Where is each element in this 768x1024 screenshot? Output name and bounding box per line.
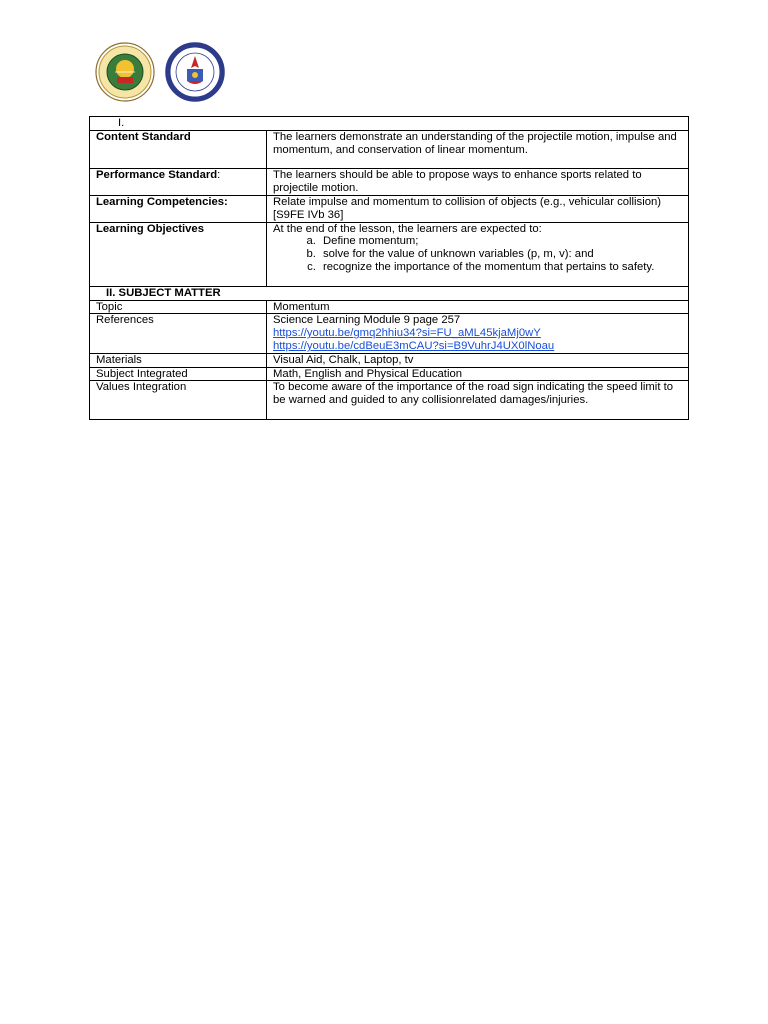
performance-standard-text: The learners should be able to propose ways to enhance sports related to projectile motion. (267, 169, 689, 196)
content-standard-text: The learners demonstrate an understanding of the projectile motion, impulse and momentum, and conservation of linear momentum. (267, 130, 689, 169)
subject-integrated-label: Subject Integrated (90, 367, 267, 381)
values-integration-row (90, 381, 689, 420)
learning-competencies-text: Relate impulse and momentum to collision of objects (e.g., vehicular collision) [S9FE IVb 36] (267, 195, 689, 222)
objective-item: c. recognize the importance of the momentum that pertains to safety. (319, 261, 682, 274)
section2-heading-row (90, 286, 689, 300)
learning-objectives-intro: At the end of the lesson, the learners are expected to: (273, 222, 542, 235)
references-cell (267, 314, 689, 353)
performance-standard-cell (90, 169, 267, 196)
lesson-plan-table (89, 116, 689, 420)
reference-link-2[interactable]: https://youtu.be/cdBeuE3mCAU?si=B9VuhrJ4UX0lNoau (273, 339, 555, 352)
performance-standard-suffix: : (217, 169, 221, 182)
performance-standard-label: Performance Standard (96, 169, 218, 182)
learning-objectives-cell (267, 222, 689, 286)
objective-item: b. solve for the value of unknown variables (p, m, v): and (319, 248, 682, 261)
values-integration-value: To become aware of the importance of the road sign indicating the speed limit to be warned and guided to any collisionrelated damages/injuries. (267, 381, 689, 420)
content-standard-row (90, 130, 689, 169)
objective-item: a. Define momentum; (319, 235, 682, 248)
topic-value: Momentum (267, 300, 689, 314)
section1-heading: I. (90, 117, 689, 131)
learning-objectives-label: Learning Objectives (90, 222, 267, 286)
references-row (90, 314, 689, 353)
performance-standard-row (90, 169, 689, 196)
reference-link-1[interactable]: https://youtu.be/gmq2hhiu34?si=FU_aML45kjaMj0wY (273, 327, 541, 340)
learning-objectives-list (273, 235, 682, 273)
section1-heading-row (90, 117, 689, 131)
school-seal-icon (95, 42, 155, 102)
materials-row (90, 353, 689, 367)
content-standard-label: Content Standard (90, 130, 267, 169)
learning-competencies-label: Learning Competencies: (90, 195, 267, 222)
values-integration-label: Values Integration (90, 381, 267, 420)
subject-integrated-value: Math, English and Physical Education (267, 367, 689, 381)
materials-label: Materials (90, 353, 267, 367)
section2-heading: II. SUBJECT MATTER (90, 286, 689, 300)
references-text: Science Learning Module 9 page 257 (273, 314, 461, 327)
deped-seal-icon (165, 42, 225, 102)
materials-value: Visual Aid, Chalk, Laptop, tv (267, 353, 689, 367)
subject-integrated-row (90, 367, 689, 381)
learning-objectives-row (90, 222, 689, 286)
topic-label: Topic (90, 300, 267, 314)
references-label: References (90, 314, 267, 353)
learning-competencies-row (90, 195, 689, 222)
topic-row (90, 300, 689, 314)
